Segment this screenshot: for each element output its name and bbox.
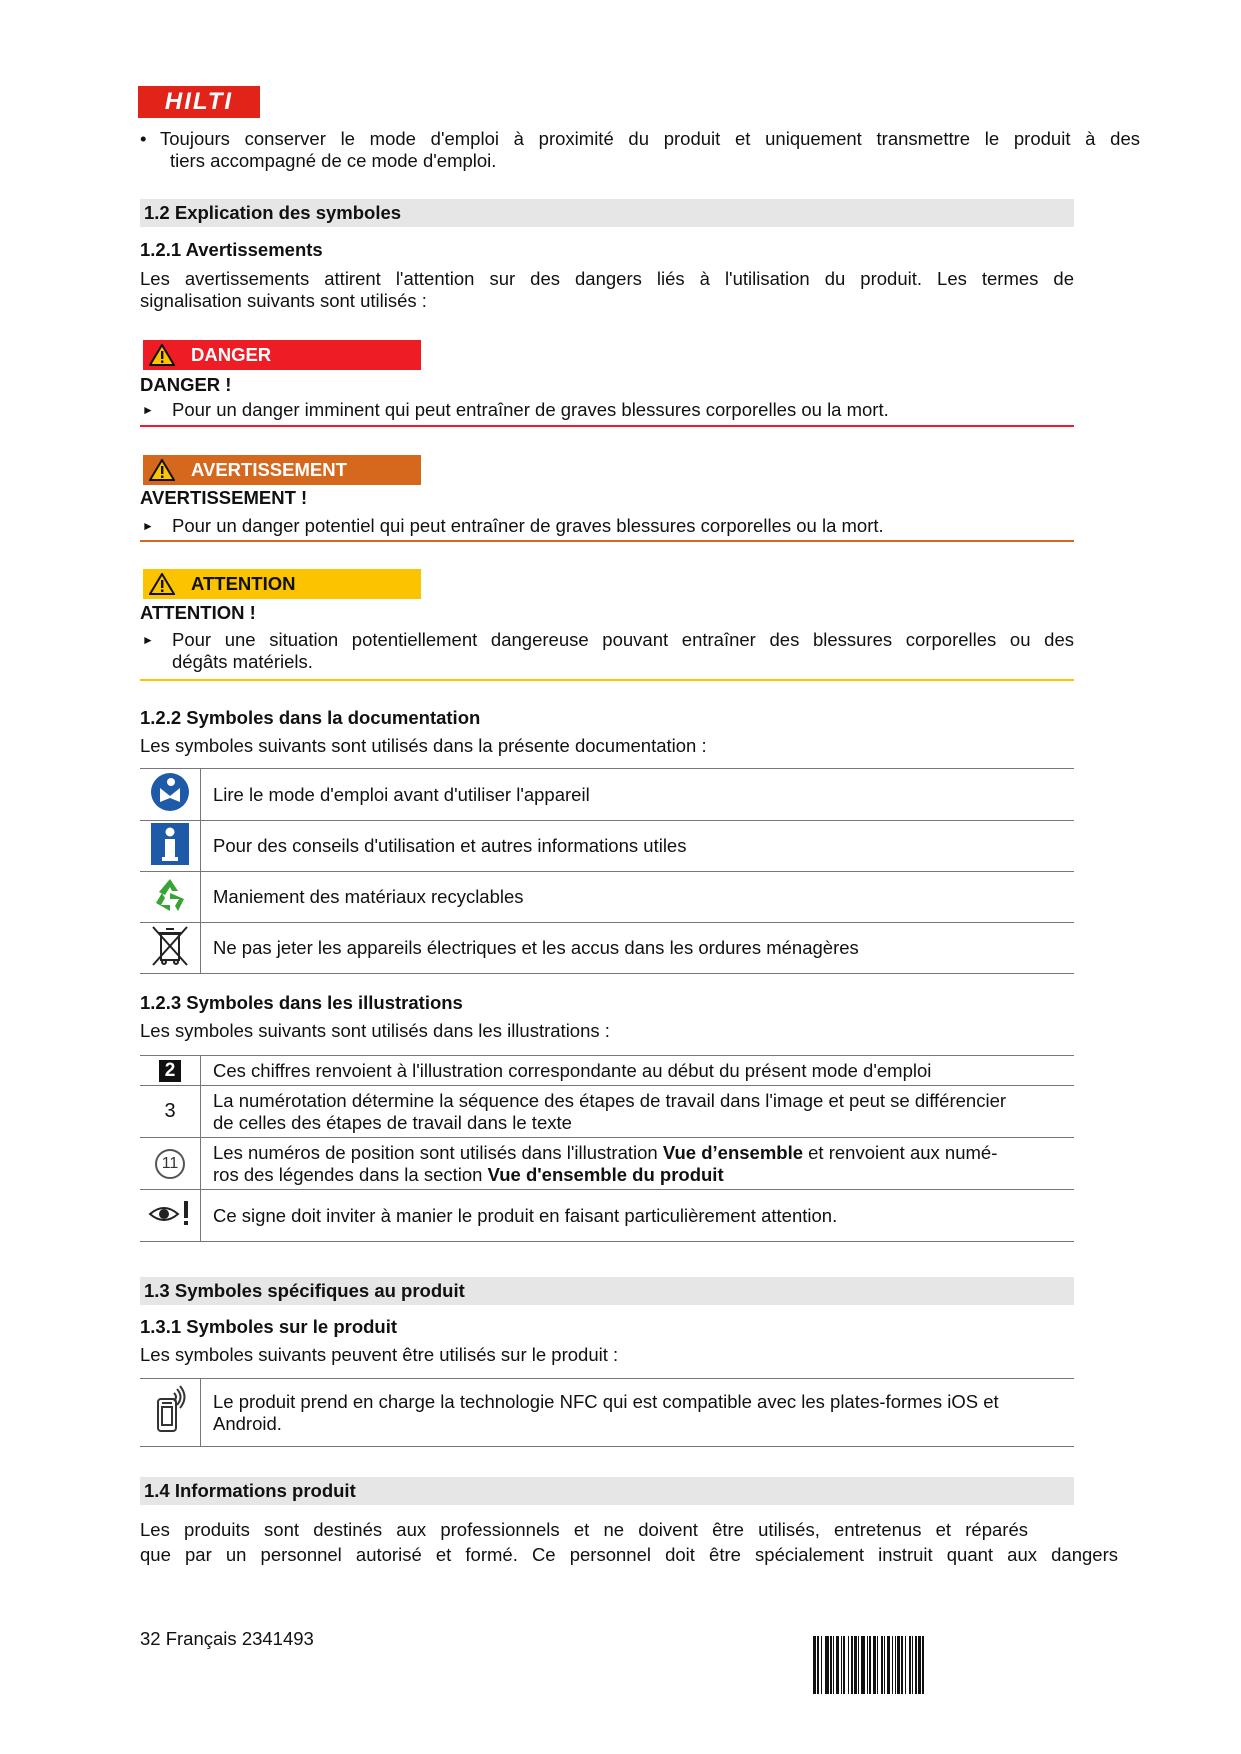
product-symbol-text-line2: Android. [213, 1412, 282, 1434]
attention-label: ATTENTION [191, 573, 296, 594]
section-1-3-1-title: 1.3.1 Symboles sur le produit [140, 1316, 398, 1337]
attention-label-box [143, 569, 421, 599]
section-1-3-title: 1.3 Symboles spécifiques au produit [140, 1277, 1074, 1305]
eye-attention-icon [140, 1190, 201, 1242]
section-1-2-title: 1.2 Explication des symboles [140, 199, 1074, 227]
recycling-icon [140, 872, 201, 923]
warning-label-box [143, 455, 421, 485]
table-row [140, 821, 1074, 872]
page-number: 32 [140, 1628, 161, 1649]
danger-text: Pour un danger imminent qui peut entraîner de graves blessures corporelles ou la mort. [172, 399, 889, 420]
intro-bullet-line1: Toujours conserver le mode d'emploi à proximité du produit et uniquement transmettre le produit à des [160, 128, 1140, 149]
product-symbol-text-line1: Le produit prend en charge la technologie NFC qui est compatible avec les plates-formes iOS et [213, 1390, 999, 1412]
warning-triangle-icon [149, 573, 175, 595]
illustration-symbols-intro: Les symboles suivants sont utilisés dans les illustrations : [140, 1020, 610, 1041]
product-symbols-intro: Les symboles suivants peuvent être utilisés sur le produit : [140, 1344, 619, 1365]
doc-symbols-intro: Les symboles suivants sont utilisés dans la présente documentation : [140, 735, 707, 756]
footer-language: Français [165, 1628, 237, 1649]
document-number: 2341493 [241, 1628, 314, 1649]
warning-heading: AVERTISSEMENT ! [140, 487, 308, 508]
warning-label: AVERTISSEMENT [191, 459, 347, 480]
doc-symbol-text: Maniement des matériaux recyclables [201, 872, 1075, 923]
illustration-symbols-table [140, 1055, 1074, 1242]
barcode [813, 1636, 1073, 1694]
table-row [140, 1190, 1074, 1242]
product-symbols-table [140, 1378, 1074, 1447]
overview-reference: Vue d’ensemble [662, 1141, 803, 1163]
warning-triangle-icon [149, 344, 175, 366]
product-info-line1: Les produits sont destinés aux professionnels et ne doivent être utilisés, entretenus et réparés [140, 1519, 1028, 1540]
read-manual-icon [140, 769, 201, 821]
section-1-2-2-title: 1.2.2 Symboles dans la documentation [140, 707, 481, 728]
position-number-icon: 11 [140, 1138, 201, 1190]
danger-label-box [143, 340, 421, 370]
attention-heading: ATTENTION ! [140, 602, 256, 623]
doc-symbols-table [140, 768, 1074, 974]
section-1-2-3-title: 1.2.3 Symboles dans les illustrations [140, 992, 463, 1013]
illustration-symbol-text: Les numéros de position sont utilisés dans l'illustration Vue d’ensemble et renvoient aux numé- ros des légendes dans la section Vue d'ensemble du produit [201, 1138, 1075, 1190]
illustration-symbol-text: Ces chiffres renvoient à l'illustration correspondante au début du présent mode d'emploi [201, 1056, 1075, 1086]
product-symbol-text [201, 1379, 1075, 1447]
hilti-logo: HILTI [138, 86, 260, 118]
illustration-symbol-text: Ce signe doit inviter à manier le produit en faisant particulièrement attention. [201, 1190, 1075, 1242]
doc-symbol-text: Ne pas jeter les appareils électriques et les accus dans les ordures ménagères [201, 923, 1075, 974]
table-row [140, 1138, 1074, 1190]
illustration-symbol-text [201, 1086, 1075, 1138]
doc-symbol-text: Lire le mode d'emploi avant d'utiliser l'appareil [201, 769, 1075, 821]
intro-bullet-line2: tiers accompagné de ce mode d'emploi. [170, 150, 497, 171]
warnings-intro-line1: Les avertissements attirent l'attention sur des dangers liés à l'utilisation du produit. Les termes de [140, 268, 1074, 289]
attention-text-line1: Pour une situation potentiellement dangereuse pouvant entraîner des blessures corporelles ou des [172, 629, 1074, 650]
product-overview-reference: Vue d'ensemble du produit [487, 1163, 724, 1185]
section-1-2-1-title: 1.2.1 Avertissements [140, 239, 323, 260]
table-row [140, 872, 1074, 923]
danger-label: DANGER [191, 344, 272, 365]
table-row [140, 769, 1074, 821]
attention-rule [140, 679, 1074, 681]
warning-rule [140, 540, 1074, 542]
nfc-phone-icon [140, 1379, 201, 1447]
table-row [140, 923, 1074, 974]
illustration-symbol-text-line2: de celles des étapes de travail dans le texte [213, 1111, 572, 1133]
crossed-bin-icon [140, 923, 201, 974]
warning-text: Pour un danger potentiel qui peut entraîner de graves blessures corporelles ou la mort. [172, 515, 884, 536]
danger-heading: DANGER ! [140, 374, 232, 395]
page-footer [140, 1628, 314, 1650]
product-info-line2: que par un personnel autorisé et formé. Ce personnel doit être spécialement instruit quant aux dangers [140, 1544, 1118, 1565]
illustration-symbol-text-line1: La numérotation détermine la séquence des étapes de travail dans l'image et peut se différencier [213, 1089, 1007, 1111]
step-number-icon: 3 [140, 1086, 201, 1138]
warnings-intro-line2: signalisation suivants sont utilisés : [140, 290, 427, 311]
table-row [140, 1379, 1074, 1447]
attention-bullet: ► Pour une situation potentiellement dangereuse pouvant entraîner des blessures corporelles ou des dégâts matériels. [142, 629, 1074, 672]
figure-number-icon: 2 [140, 1056, 201, 1086]
doc-symbol-text: Pour des conseils d'utilisation et autres informations utiles [201, 821, 1075, 872]
barcode-bar [924, 1636, 925, 1694]
table-row [140, 1056, 1074, 1086]
info-icon [140, 821, 201, 872]
section-1-4-title: 1.4 Informations produit [140, 1477, 1074, 1505]
danger-rule [140, 425, 1074, 427]
table-row [140, 1086, 1074, 1138]
warning-triangle-icon [149, 459, 175, 481]
attention-text-line2: dégâts matériels. [172, 651, 313, 672]
